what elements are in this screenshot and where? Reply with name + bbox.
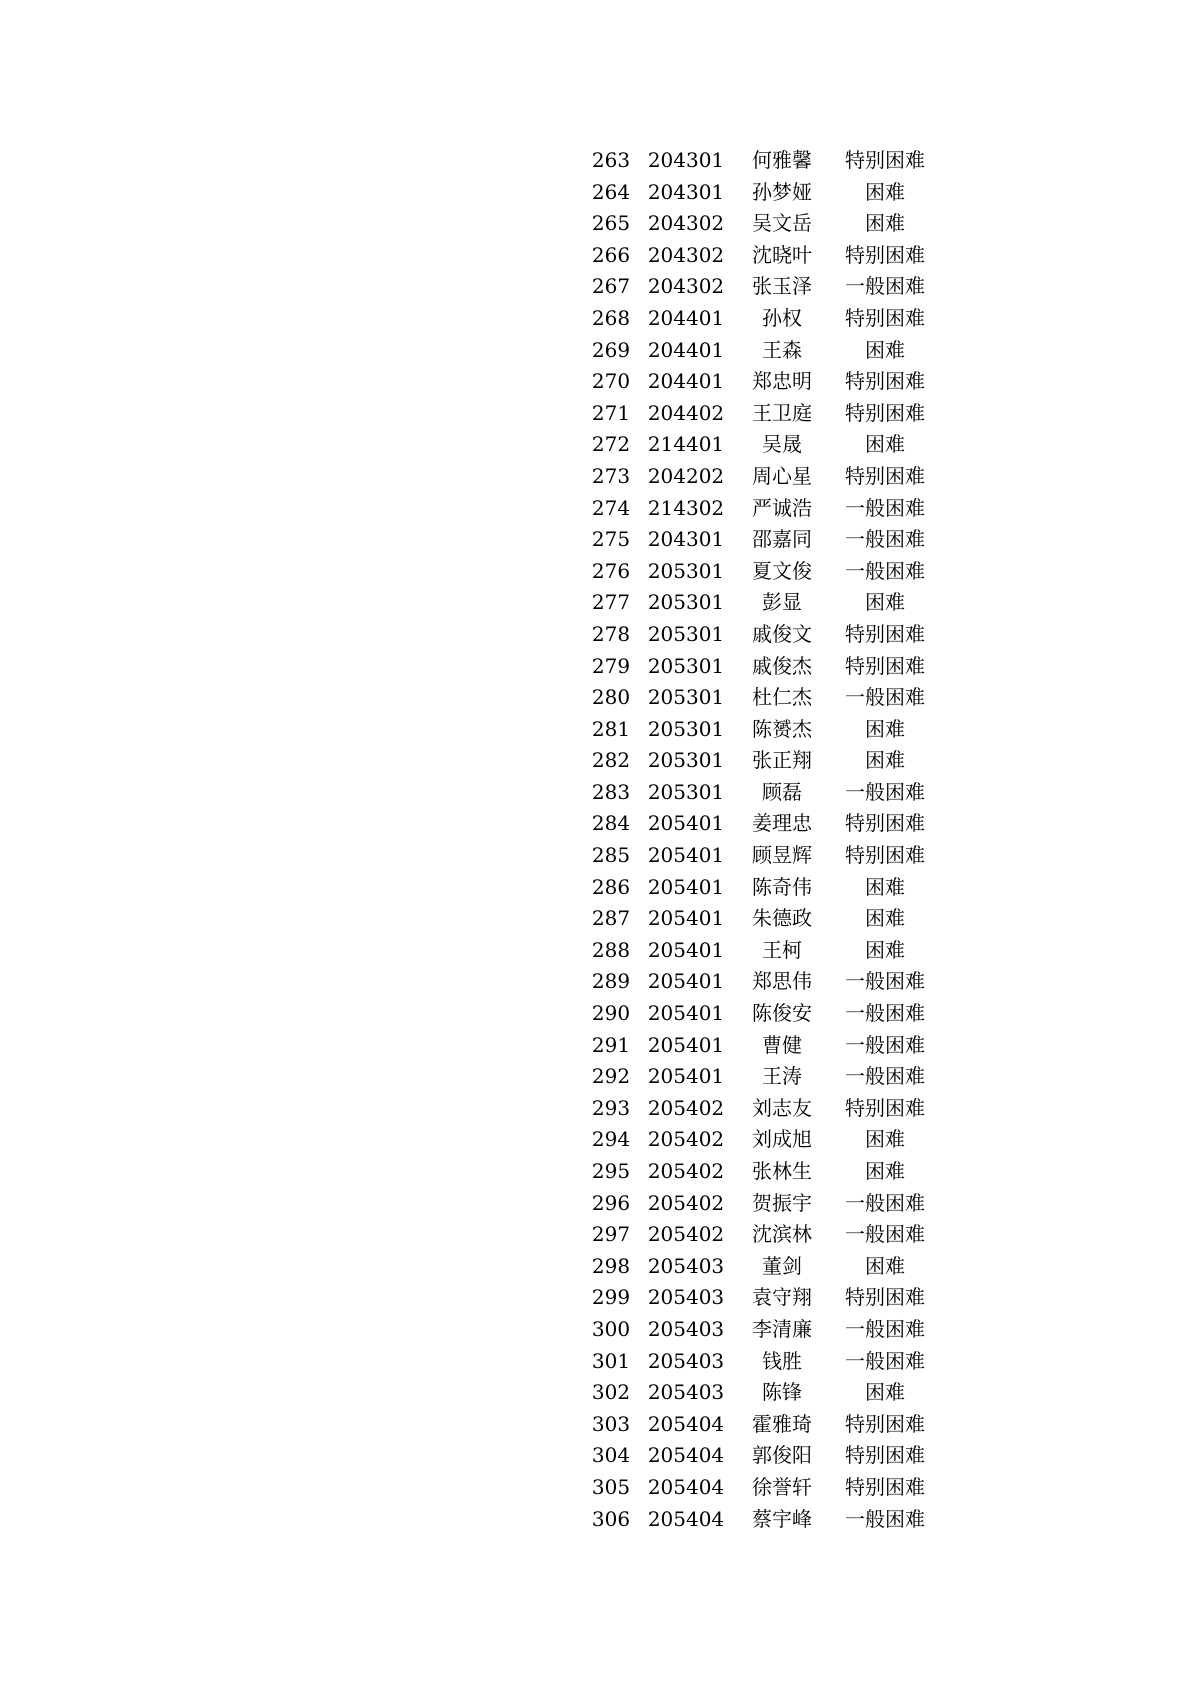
- student-name: 张玉泽: [752, 274, 812, 299]
- row-number: 283: [591, 779, 631, 804]
- student-name: 徐誉轩: [752, 1474, 812, 1499]
- hardship-level: 一般困难: [845, 558, 925, 583]
- hardship-level: 困难: [865, 906, 905, 931]
- table-row: [586, 619, 942, 651]
- hardship-level: 一般困难: [845, 495, 925, 520]
- class-code: 205404: [647, 1411, 725, 1436]
- student-name: 孙权: [762, 305, 802, 330]
- row-number: 301: [591, 1348, 631, 1373]
- student-name: 朱德政: [752, 906, 812, 931]
- class-code: 205401: [647, 969, 725, 994]
- table-row: [586, 1409, 942, 1441]
- table-row: [586, 145, 942, 177]
- hardship-level: 特别困难: [845, 1443, 925, 1468]
- hardship-level: 特别困难: [845, 463, 925, 488]
- row-number: 284: [591, 811, 631, 836]
- table-row: [586, 556, 942, 588]
- class-code: 205401: [647, 1064, 725, 1089]
- row-number: 289: [591, 969, 631, 994]
- hardship-level: 一般困难: [845, 1348, 925, 1373]
- student-name: 蔡宇峰: [752, 1506, 812, 1531]
- student-name: 彭显: [762, 590, 802, 615]
- hardship-level: 困难: [865, 179, 905, 204]
- row-number: 281: [591, 716, 631, 741]
- table-row: [586, 1156, 942, 1188]
- row-number: 269: [591, 337, 631, 362]
- hardship-level: 一般困难: [845, 527, 925, 552]
- table-row: [586, 335, 942, 367]
- student-name: 王涛: [762, 1064, 802, 1089]
- class-code: 205401: [647, 843, 725, 868]
- row-number: 272: [591, 432, 631, 457]
- table-row: [586, 1188, 942, 1220]
- table-row: [586, 1472, 942, 1504]
- student-name: 刘志友: [752, 1095, 812, 1120]
- student-name: 吴文岳: [752, 211, 812, 236]
- class-code: 205401: [647, 1001, 725, 1026]
- class-code: 205401: [647, 906, 725, 931]
- class-code: 205402: [647, 1159, 725, 1183]
- row-number: 274: [591, 495, 631, 520]
- table-row: [586, 1219, 942, 1251]
- row-number: 265: [591, 211, 631, 236]
- hardship-level: 困难: [865, 432, 905, 457]
- class-code: 205301: [647, 558, 725, 583]
- student-name: 张林生: [752, 1159, 812, 1183]
- class-code: 214302: [647, 495, 725, 520]
- student-name: 刘成旭: [752, 1127, 812, 1152]
- table-row: [586, 745, 942, 777]
- class-code: 205301: [647, 779, 725, 804]
- row-number: 306: [591, 1506, 631, 1531]
- student-name: 沈滨林: [752, 1222, 812, 1247]
- student-name: 杜仁杰: [752, 685, 812, 710]
- student-name: 陈赟杰: [752, 716, 812, 741]
- table-row: [586, 493, 942, 525]
- student-name: 李清廉: [752, 1316, 812, 1341]
- table-row: [586, 1124, 942, 1156]
- student-name: 曹健: [762, 1032, 802, 1057]
- hardship-level: 困难: [865, 1159, 905, 1183]
- student-name: 戚俊杰: [752, 653, 812, 678]
- row-number: 288: [591, 937, 631, 962]
- class-code: 204302: [647, 274, 725, 299]
- table-row: [586, 240, 942, 272]
- row-number: 273: [591, 463, 631, 488]
- table-row: [586, 366, 942, 398]
- class-code: 204401: [647, 305, 725, 330]
- row-number: 304: [591, 1443, 631, 1468]
- table-row: [586, 1282, 942, 1314]
- hardship-level: 特别困难: [845, 1285, 925, 1310]
- table-row: [586, 777, 942, 809]
- class-code: 205404: [647, 1506, 725, 1531]
- student-name: 袁守翔: [752, 1285, 812, 1310]
- hardship-level: 困难: [865, 874, 905, 899]
- row-number: 298: [591, 1253, 631, 1278]
- table-row: [586, 998, 942, 1030]
- row-number: 279: [591, 653, 631, 678]
- hardship-level: 特别困难: [845, 1411, 925, 1436]
- class-code: 205403: [647, 1348, 725, 1373]
- class-code: 204401: [647, 337, 725, 362]
- row-number: 296: [591, 1190, 631, 1215]
- class-code: 204302: [647, 242, 725, 267]
- class-code: 204301: [647, 179, 725, 204]
- student-name: 姜理忠: [752, 811, 812, 836]
- row-number: 290: [591, 1001, 631, 1026]
- hardship-level: 困难: [865, 1253, 905, 1278]
- hardship-level: 一般困难: [845, 1032, 925, 1057]
- row-number: 294: [591, 1127, 631, 1152]
- class-code: 205401: [647, 1032, 725, 1057]
- class-code: 205301: [647, 685, 725, 710]
- hardship-level: 特别困难: [845, 621, 925, 646]
- row-number: 268: [591, 305, 631, 330]
- class-code: 204302: [647, 211, 725, 236]
- hardship-level: 特别困难: [845, 1095, 925, 1120]
- table-row: [586, 1346, 942, 1378]
- class-code: 205401: [647, 937, 725, 962]
- hardship-level: 特别困难: [845, 305, 925, 330]
- table-row: [586, 1377, 942, 1409]
- row-number: 282: [591, 748, 631, 773]
- student-name: 陈锋: [762, 1380, 802, 1405]
- hardship-level: 困难: [865, 1127, 905, 1152]
- hardship-level: 特别困难: [845, 369, 925, 394]
- row-number: 293: [591, 1095, 631, 1120]
- student-roster-table: [586, 145, 942, 1535]
- row-number: 305: [591, 1474, 631, 1499]
- table-row: [586, 1504, 942, 1536]
- row-number: 295: [591, 1159, 631, 1183]
- student-name: 张正翔: [752, 748, 812, 773]
- class-code: 205301: [647, 748, 725, 773]
- hardship-level: 困难: [865, 716, 905, 741]
- student-name: 邵嘉同: [752, 527, 812, 552]
- class-code: 205404: [647, 1443, 725, 1468]
- table-row: [586, 429, 942, 461]
- student-name: 周心星: [752, 463, 812, 488]
- hardship-level: 困难: [865, 1380, 905, 1405]
- row-number: 275: [591, 527, 631, 552]
- student-name: 王柯: [762, 937, 802, 962]
- table-row: [586, 587, 942, 619]
- student-name: 孙梦娅: [752, 179, 812, 204]
- class-code: 205403: [647, 1316, 725, 1341]
- table-row: [586, 461, 942, 493]
- table-row: [586, 271, 942, 303]
- row-number: 276: [591, 558, 631, 583]
- table-row: [586, 1314, 942, 1346]
- class-code: 205404: [647, 1474, 725, 1499]
- row-number: 264: [591, 179, 631, 204]
- hardship-level: 一般困难: [845, 1222, 925, 1247]
- hardship-level: 一般困难: [845, 1001, 925, 1026]
- hardship-level: 一般困难: [845, 779, 925, 804]
- row-number: 285: [591, 843, 631, 868]
- class-code: 204301: [647, 148, 725, 172]
- row-number: 300: [591, 1316, 631, 1341]
- class-code: 205301: [647, 716, 725, 741]
- row-number: 297: [591, 1222, 631, 1247]
- row-number: 278: [591, 621, 631, 646]
- class-code: 205402: [647, 1190, 725, 1215]
- hardship-level: 特别困难: [845, 242, 925, 267]
- class-code: 205403: [647, 1285, 725, 1310]
- student-name: 戚俊文: [752, 621, 812, 646]
- hardship-level: 特别困难: [845, 148, 925, 172]
- table-row: [586, 840, 942, 872]
- student-name: 吴晟: [762, 432, 802, 457]
- student-name: 严诚浩: [752, 495, 812, 520]
- row-number: 266: [591, 242, 631, 267]
- class-code: 205403: [647, 1253, 725, 1278]
- hardship-level: 特别困难: [845, 1474, 925, 1499]
- row-number: 270: [591, 369, 631, 394]
- table-row: [586, 935, 942, 967]
- hardship-level: 一般困难: [845, 274, 925, 299]
- row-number: 280: [591, 685, 631, 710]
- student-name: 顾昱辉: [752, 843, 812, 868]
- student-name: 顾磊: [762, 779, 802, 804]
- student-name: 王卫庭: [752, 400, 812, 425]
- table-row: [586, 682, 942, 714]
- class-code: 205401: [647, 874, 725, 899]
- student-name: 郑思伟: [752, 969, 812, 994]
- hardship-level: 困难: [865, 748, 905, 773]
- row-number: 286: [591, 874, 631, 899]
- row-number: 291: [591, 1032, 631, 1057]
- table-row: [586, 651, 942, 683]
- hardship-level: 特别困难: [845, 400, 925, 425]
- class-code: 205402: [647, 1222, 725, 1247]
- hardship-level: 一般困难: [845, 1506, 925, 1531]
- class-code: 204402: [647, 400, 725, 425]
- student-name: 钱胜: [762, 1348, 802, 1373]
- hardship-level: 困难: [865, 337, 905, 362]
- student-name: 郑忠明: [752, 369, 812, 394]
- hardship-level: 特别困难: [845, 653, 925, 678]
- row-number: 292: [591, 1064, 631, 1089]
- student-name: 王森: [762, 337, 802, 362]
- row-number: 263: [591, 148, 631, 172]
- hardship-level: 一般困难: [845, 1190, 925, 1215]
- class-code: 205403: [647, 1380, 725, 1405]
- hardship-level: 特别困难: [845, 843, 925, 868]
- table-row: [586, 714, 942, 746]
- student-name: 郭俊阳: [752, 1443, 812, 1468]
- table-row: [586, 524, 942, 556]
- class-code: 204301: [647, 527, 725, 552]
- class-code: 204202: [647, 463, 725, 488]
- table-row: [586, 177, 942, 209]
- class-code: 205401: [647, 811, 725, 836]
- class-code: 205402: [647, 1127, 725, 1152]
- student-name: 夏文俊: [752, 558, 812, 583]
- student-name: 沈晓叶: [752, 242, 812, 267]
- class-code: 205301: [647, 653, 725, 678]
- table-row: [586, 208, 942, 240]
- class-code: 214401: [647, 432, 725, 457]
- hardship-level: 一般困难: [845, 1064, 925, 1089]
- student-name: 陈奇伟: [752, 874, 812, 899]
- table-row: [586, 903, 942, 935]
- row-number: 299: [591, 1285, 631, 1310]
- table-row: [586, 1061, 942, 1093]
- row-number: 267: [591, 274, 631, 299]
- row-number: 271: [591, 400, 631, 425]
- table-row: [586, 966, 942, 998]
- table-row: [586, 808, 942, 840]
- class-code: 204401: [647, 369, 725, 394]
- hardship-level: 一般困难: [845, 685, 925, 710]
- table-row: [586, 1030, 942, 1062]
- class-code: 205301: [647, 590, 725, 615]
- row-number: 277: [591, 590, 631, 615]
- table-row: [586, 872, 942, 904]
- hardship-level: 一般困难: [845, 969, 925, 994]
- table-row: [586, 1251, 942, 1283]
- student-name: 何雅馨: [752, 148, 812, 172]
- table-row: [586, 398, 942, 430]
- hardship-level: 困难: [865, 937, 905, 962]
- row-number: 302: [591, 1380, 631, 1405]
- class-code: 205301: [647, 621, 725, 646]
- student-name: 董剑: [762, 1253, 802, 1278]
- hardship-level: 一般困难: [845, 1316, 925, 1341]
- student-name: 霍雅琦: [752, 1411, 812, 1436]
- table-row: [586, 303, 942, 335]
- roster-body: [586, 145, 942, 1535]
- student-name: 贺振宇: [752, 1190, 812, 1215]
- row-number: 287: [591, 906, 631, 931]
- hardship-level: 困难: [865, 590, 905, 615]
- hardship-level: 特别困难: [845, 811, 925, 836]
- table-row: [586, 1440, 942, 1472]
- hardship-level: 困难: [865, 211, 905, 236]
- table-row: [586, 1093, 942, 1125]
- row-number: 303: [591, 1411, 631, 1436]
- class-code: 205402: [647, 1095, 725, 1120]
- student-name: 陈俊安: [752, 1001, 812, 1026]
